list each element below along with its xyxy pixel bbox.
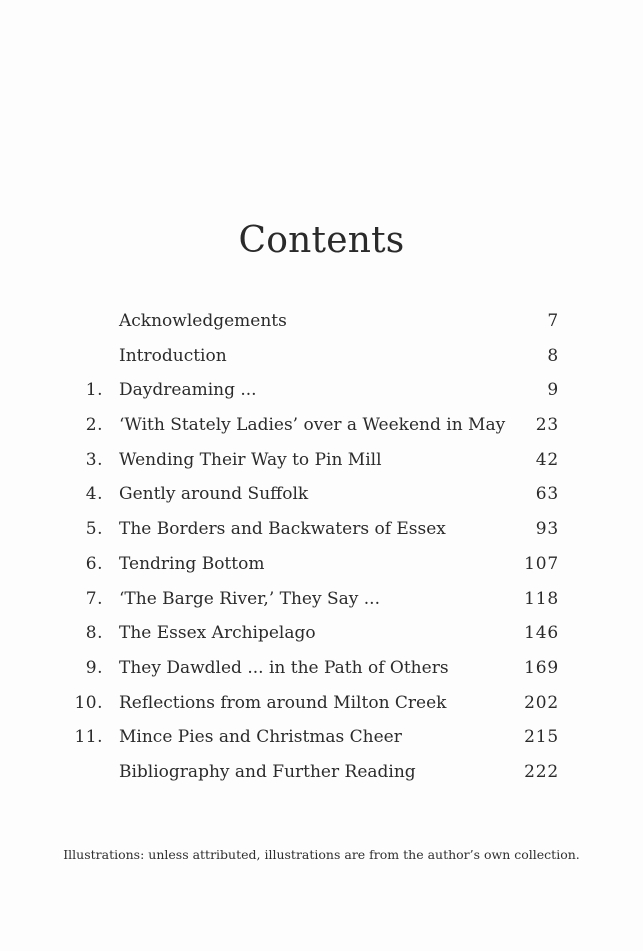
chapter-number: 2. bbox=[85, 415, 103, 436]
chapter-title: The Essex Archipelago bbox=[119, 623, 316, 644]
toc-entry bbox=[0, 512, 643, 547]
toc-entry bbox=[0, 304, 643, 339]
chapter-number: 3. bbox=[85, 449, 103, 470]
chapter-title: Reflections from around Milton Creek bbox=[119, 692, 447, 713]
toc-entry bbox=[0, 408, 643, 443]
chapter-number: 10. bbox=[74, 692, 103, 713]
toc-entry bbox=[0, 373, 643, 408]
toc-entry bbox=[0, 443, 643, 478]
chapter-title: ‘With Stately Ladies’ over a Weekend in May bbox=[119, 415, 506, 436]
page-number: 93 bbox=[535, 519, 559, 540]
chapter-number: 8. bbox=[85, 623, 103, 644]
chapter-number: 5. bbox=[85, 519, 103, 540]
toc-entry bbox=[0, 582, 643, 617]
chapter-number: 6. bbox=[85, 553, 103, 574]
page-number: 9 bbox=[547, 380, 559, 401]
chapter-title: Bibliography and Further Reading bbox=[119, 761, 416, 782]
page-number: 215 bbox=[524, 727, 559, 748]
page-number: 42 bbox=[535, 449, 559, 470]
toc-entry bbox=[0, 686, 643, 721]
toc-entry bbox=[0, 651, 643, 686]
toc-entry bbox=[0, 339, 643, 374]
page-number: 7 bbox=[547, 311, 559, 331]
chapter-title: ‘The Barge River,’ They Say ... bbox=[119, 588, 380, 609]
chapter-title: Mince Pies and Christmas Cheer bbox=[119, 727, 402, 748]
toc-entry bbox=[0, 616, 643, 651]
chapter-title: Introduction bbox=[119, 345, 227, 366]
page-number: 202 bbox=[524, 692, 559, 713]
chapter-title: Gently around Suffolk bbox=[119, 484, 309, 505]
toc-entry bbox=[0, 720, 643, 755]
illustrations-note: Illustrations: unless attributed, illustrations are from the author’s own collection. bbox=[63, 847, 580, 862]
chapter-title: The Borders and Backwaters of Essex bbox=[119, 519, 446, 540]
page-number: 107 bbox=[524, 553, 559, 574]
page-number: 63 bbox=[535, 484, 559, 505]
page-number: 146 bbox=[524, 623, 559, 644]
chapter-title: Tendring Bottom bbox=[119, 553, 265, 574]
page-number: 222 bbox=[524, 761, 559, 782]
page-number: 23 bbox=[535, 415, 559, 436]
chapter-title: Daydreaming ... bbox=[119, 380, 257, 401]
toc-entry bbox=[0, 547, 643, 582]
table-of-contents bbox=[0, 304, 643, 790]
toc-entry bbox=[0, 755, 643, 790]
chapter-number: 7. bbox=[85, 588, 103, 609]
chapter-number: 4. bbox=[85, 484, 103, 505]
page-number: 169 bbox=[524, 657, 559, 678]
page-number: 118 bbox=[524, 588, 559, 609]
page-title: Contents bbox=[238, 220, 405, 262]
chapter-title: Wending Their Way to Pin Mill bbox=[119, 449, 382, 470]
toc-entry bbox=[0, 477, 643, 512]
page-number: 8 bbox=[547, 345, 559, 366]
chapter-number: 1. bbox=[85, 380, 103, 401]
chapter-number: 9. bbox=[85, 657, 103, 678]
chapter-title: They Dawdled ... in the Path of Others bbox=[119, 657, 449, 678]
chapter-title: Acknowledgements bbox=[119, 311, 287, 331]
chapter-number: 11. bbox=[74, 727, 103, 748]
